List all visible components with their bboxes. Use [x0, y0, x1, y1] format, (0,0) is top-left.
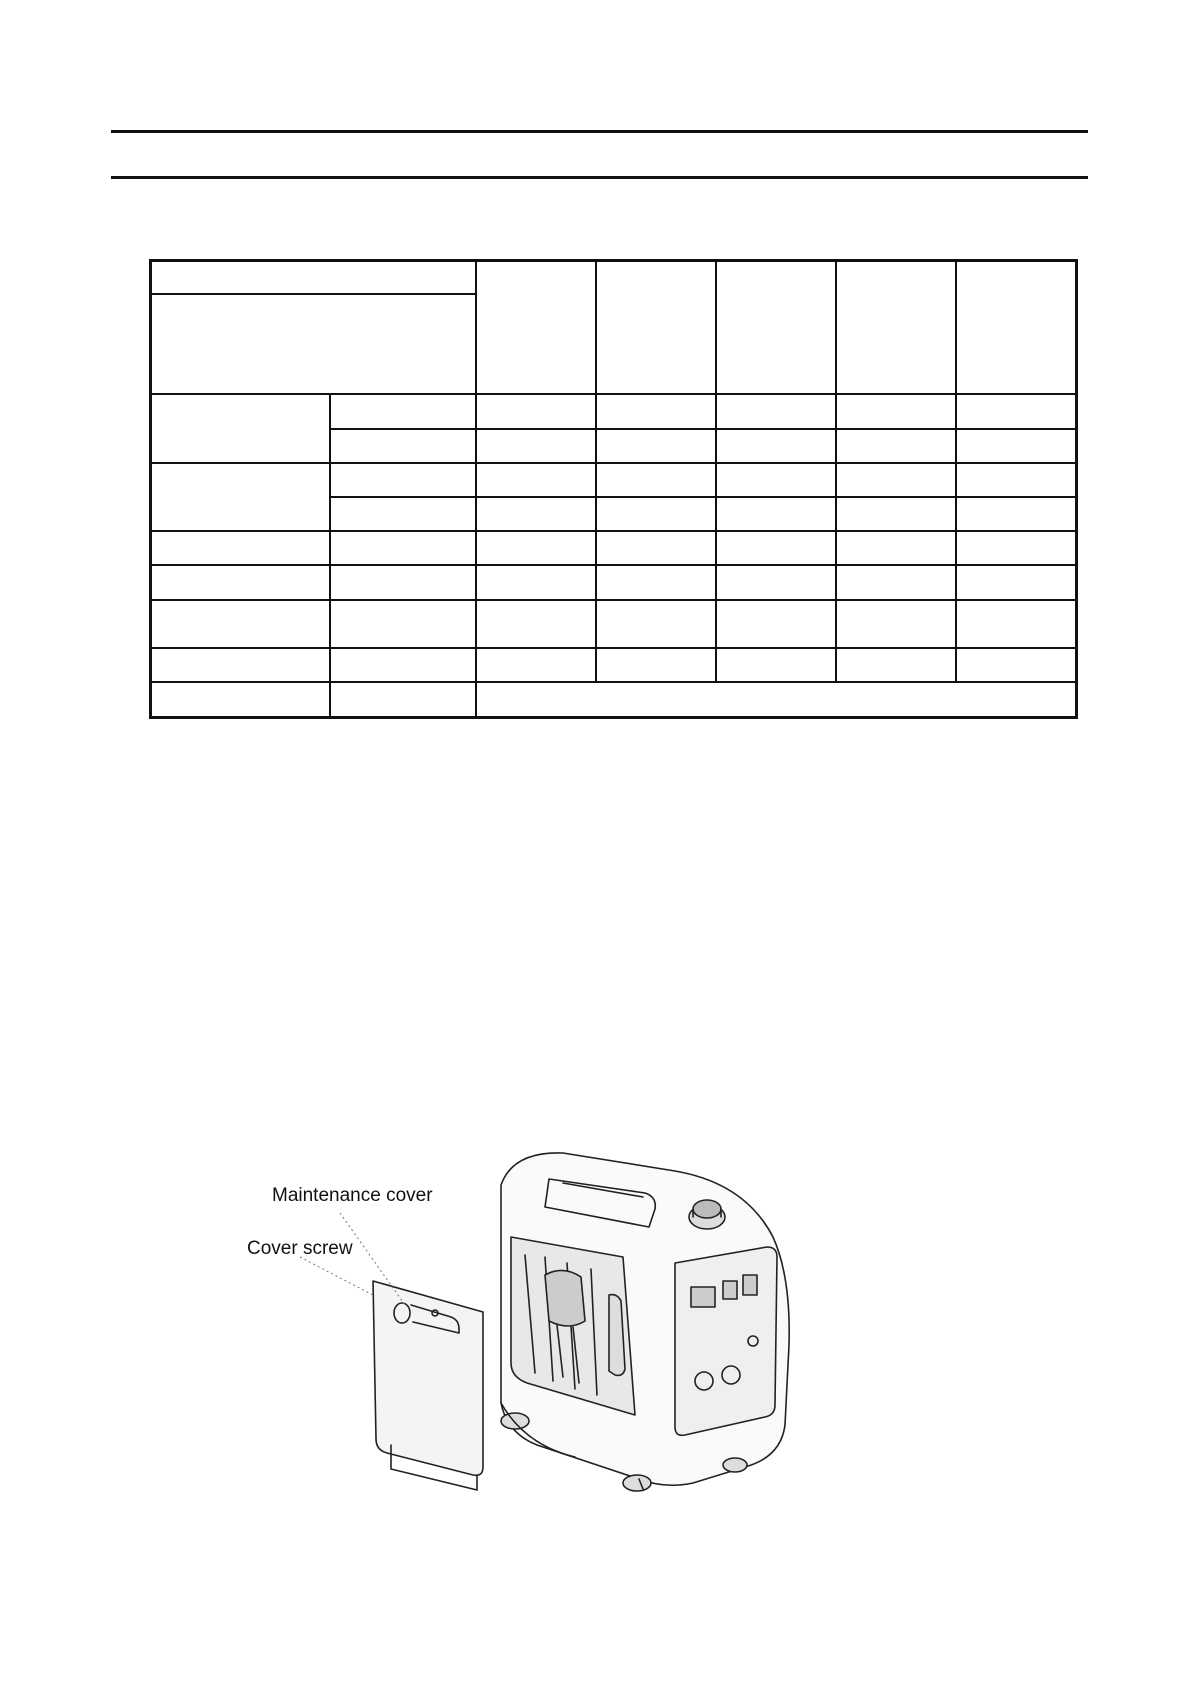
table-cell: [330, 565, 476, 599]
table-cell: [476, 600, 596, 648]
table-cell: [956, 600, 1076, 648]
table-cell: [956, 394, 1076, 428]
table-row: [151, 565, 1077, 599]
table-cell: [836, 394, 956, 428]
header-rule-bottom: [111, 176, 1088, 179]
specification-table: [149, 259, 1078, 719]
table-header-cell: [716, 261, 836, 395]
table-cell: [151, 600, 330, 648]
table-cell: [596, 497, 716, 531]
table-header-cell: [476, 261, 596, 395]
table-cell: [836, 429, 956, 463]
table-cell: [330, 531, 476, 565]
table-row: [151, 682, 1077, 717]
table-cell: [596, 531, 716, 565]
table-cell: [151, 394, 330, 462]
table-cell: [476, 531, 596, 565]
table-cell: [596, 565, 716, 599]
table-cell: [956, 531, 1076, 565]
table-cell: [716, 429, 836, 463]
table-cell: [151, 463, 330, 531]
table-cell: [716, 463, 836, 497]
table-cell: [330, 394, 476, 428]
table-cell: [716, 394, 836, 428]
table-cell: [151, 531, 330, 565]
table-cell: [836, 497, 956, 531]
table-cell: [330, 497, 476, 531]
table-cell: [151, 565, 330, 599]
table-cell: [836, 565, 956, 599]
table-cell: [956, 648, 1076, 682]
table-cell: [596, 429, 716, 463]
table-header-cell: [596, 261, 716, 395]
maintenance-cover-panel: [373, 1281, 483, 1490]
table-cell: [716, 497, 836, 531]
table-cell: [716, 600, 836, 648]
table-cell: [476, 682, 1077, 717]
table-cell: [716, 531, 836, 565]
table-row: [151, 600, 1077, 648]
table-cell: [836, 648, 956, 682]
table-cell: [151, 648, 330, 682]
table-cell: [956, 429, 1076, 463]
table-header-cell: [836, 261, 956, 395]
generator-body: [501, 1153, 789, 1491]
table-cell: [476, 565, 596, 599]
maintenance-cover-label: Maintenance cover: [272, 1185, 433, 1206]
table-cell: [476, 463, 596, 497]
leader-line: [300, 1257, 373, 1295]
table-cell: [330, 682, 476, 717]
table-row: [151, 531, 1077, 565]
table-cell: [956, 463, 1076, 497]
table-cell: [151, 294, 476, 395]
table-cell: [716, 565, 836, 599]
cover-screw-label: Cover screw: [247, 1238, 353, 1259]
table-cell: [476, 394, 596, 428]
table-cell: [596, 463, 716, 497]
table-header-row: [151, 261, 1077, 294]
table-cell: [596, 394, 716, 428]
table-cell: [596, 648, 716, 682]
table-header-cell: [956, 261, 1076, 395]
table-cell: [151, 682, 330, 717]
table-cell: [476, 497, 596, 531]
table-row: [151, 394, 1077, 428]
table-cell: [836, 463, 956, 497]
table-cell: [836, 531, 956, 565]
table-row: [151, 648, 1077, 682]
table-cell: [596, 600, 716, 648]
table-cell: [836, 600, 956, 648]
table-cell: [956, 565, 1076, 599]
table-cell: [716, 648, 836, 682]
table-cell: [476, 429, 596, 463]
table-cell: [151, 261, 476, 294]
table-cell: [330, 648, 476, 682]
table-cell: [476, 648, 596, 682]
table-cell: [330, 429, 476, 463]
table-cell: [956, 497, 1076, 531]
table-cell: [330, 463, 476, 497]
table-row: [151, 463, 1077, 497]
table-cell: [330, 600, 476, 648]
header-rule-top: [111, 130, 1088, 133]
